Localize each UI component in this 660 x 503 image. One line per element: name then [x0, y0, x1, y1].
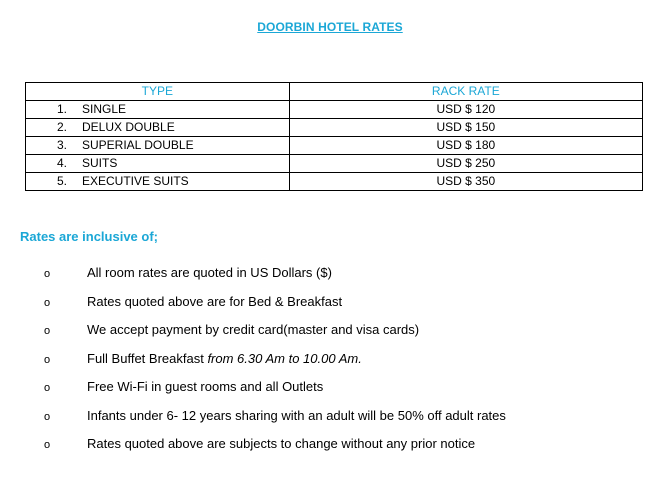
room-type-cell [26, 119, 290, 137]
table-row [26, 137, 643, 155]
list-item [0, 349, 660, 378]
bullet-circle-icon: o [44, 439, 51, 451]
list-item-text: All room rates are quoted in US Dollars ($) [87, 265, 332, 280]
list-item-text: Rates quoted above are for Bed & Breakfast [87, 293, 343, 309]
room-type-cell [26, 155, 290, 173]
rack-rate-cell: USD $ 120 [289, 101, 642, 119]
rack-rate-cell: USD $ 150 [289, 119, 642, 137]
room-type-cell [26, 137, 290, 155]
list-item [0, 292, 660, 321]
inclusions-list [0, 263, 660, 463]
rack-rate-cell: USD $ 250 [289, 155, 642, 173]
row-number: 2. [57, 120, 68, 134]
rack-rate-cell: USD $ 180 [289, 137, 642, 155]
room-type: SUITS [82, 156, 118, 170]
list-item-text: We accept payment by credit card(master and visa cards) [87, 322, 420, 337]
rates-table [25, 82, 643, 191]
list-item [0, 377, 660, 406]
list-item [0, 406, 660, 435]
room-type: SUPERIAL DOUBLE [82, 138, 194, 152]
list-item [0, 320, 660, 349]
page-title: DOORBIN HOTEL RATES [257, 20, 403, 34]
row-number: 5. [57, 174, 68, 188]
room-type: DELUX DOUBLE [82, 120, 175, 134]
list-item [0, 263, 660, 292]
bullet-circle-icon: o [44, 353, 51, 366]
room-type: EXECUTIVE SUITS [82, 174, 189, 188]
bullet-circle-icon: o [44, 325, 51, 337]
row-number: 1. [57, 102, 68, 116]
list-item-text: Free Wi-Fi in guest rooms and all Outlets [87, 379, 324, 394]
row-number: 4. [57, 156, 68, 170]
room-type: SINGLE [82, 102, 127, 116]
bullet-circle-icon: o [44, 296, 51, 309]
inclusive-heading: Rates are inclusive of; [20, 229, 158, 244]
row-number: 3. [57, 138, 68, 152]
list-item-text: Rates quoted above are subjects to change without any prior notice [87, 436, 476, 451]
bullet-circle-icon: o [44, 410, 51, 423]
bullet-circle-icon: o [44, 268, 51, 280]
column-header-rack-rate: RACK RATE [289, 83, 642, 101]
table-row [26, 119, 643, 137]
list-item-text: Infants under 6- 12 years sharing with an adult will be 50% off adult rates [87, 407, 506, 423]
table-header-row [26, 83, 643, 101]
rack-rate-cell: USD $ 350 [289, 173, 642, 191]
table-row [26, 101, 643, 119]
list-item-text-wrapper [87, 349, 362, 369]
list-item-text: Full Buffet Breakfast [87, 350, 208, 366]
room-type-cell [26, 101, 290, 119]
room-type-cell [26, 173, 290, 191]
bullet-circle-icon: o [44, 382, 51, 394]
table-row [26, 155, 643, 173]
list-item [0, 434, 660, 463]
column-header-type: TYPE [26, 83, 290, 101]
table-row [26, 173, 643, 191]
breakfast-hours: from 6.30 Am to 10.00 Am. [207, 350, 362, 366]
